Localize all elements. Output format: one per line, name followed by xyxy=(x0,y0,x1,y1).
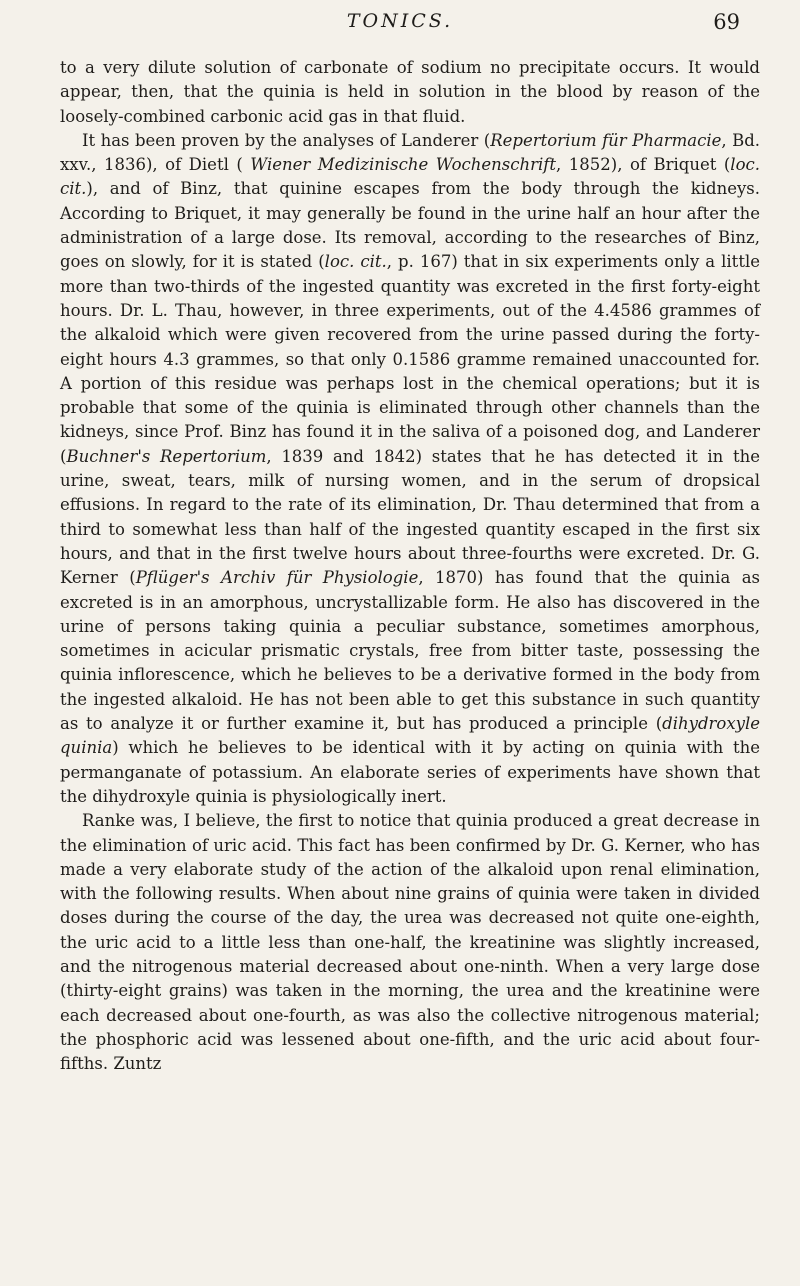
text-run: , 1852), of Briquet ( xyxy=(556,155,731,175)
text-run: , 1870) has found that the quinia as excreted is in an amorphous, uncrystallizable form. He also has discovered in the urine of persons taking quinia a peculiar substance, sometimes amorphous, sometimes in acicular prismatic crystals, free from bitter taste, possessing the quinia inflorescence, which he believes to be a derivative formed in the body from the ingested alkaloid. He has not been able to get this substance in such quantity as to analyze it or further examine it, but has produced a principle ( xyxy=(60,568,761,734)
text-run: , Bd. xxv., 1836), of Dietl ( xyxy=(60,130,761,175)
italic-citation: Wiener Medizinische Wochenschrift xyxy=(250,155,557,175)
text-run: ), and of Binz, that quinine escapes from the body through the kidneys. According to Briquet, it may generally be found in the urine half an hour after the administration of a large dose. Its removal, according to the researches of Binz, goes on slowly, for it is stated ( xyxy=(60,179,760,272)
text-run: Ranke was, I believe, the first to notice that quinia produced a great decrease in the elimination of uric acid. This fact has been confirmed by Dr. G. Kerner, who has made a very elaborate study of the action of the alkaloid upon renal elimination, with the following results. When about nine grains of quinia were taken in divided doses during the course of the day, the urea was decreased not quite one-eighth, the uric acid to a little less than one-half, the kreatinine was slightly increased, and the nitrogenous material decreased about one-ninth. When a very large dose (thirty-eight grains) was taken in the morning, the urea and the kreatinine were each decreased about one-fourth, as was also the collective nitrogenous material; the phosphoric acid was lessened about one-fifth, and the uric acid about four-fifths. Zuntz xyxy=(60,811,760,1074)
italic-citation: Pflüger's Archiv für Physiologie xyxy=(135,568,419,588)
text-run: ) which he believes to be identical with it by acting on quinia with the permanganate of potassium. An elaborate series of experiments have shown that the dihydroxyle quinia is physiologically inert. xyxy=(60,738,760,806)
body-text xyxy=(60,56,760,1076)
paragraph xyxy=(60,129,760,809)
running-head: TONICS. xyxy=(346,10,454,32)
paragraph xyxy=(60,809,760,1076)
paragraph xyxy=(60,56,760,129)
italic-citation: Buchner's Repertorium xyxy=(66,446,267,466)
text-run: It has been proven by the analyses of Landerer ( xyxy=(82,130,491,150)
italic-citation: loc. cit. xyxy=(324,252,387,272)
page-number: 69 xyxy=(713,10,740,34)
text-run: , 1839 and 1842) states that he has detected it in the urine, sweat, tears, milk of nursing women, and in the serum of dropsical effusions. In regard to the rate of its elimination, Dr. Thau determined that from a third to somewhat less than half of the ingested quantity escaped in the first six hours, and that in the first twelve hours about three-fourths were excreted. Dr. G. Kerner ( xyxy=(60,446,760,588)
text-run: , p. 167) that in six experiments only a little more than two-thirds of the ingested quantity was excreted in the first forty-eight hours. Dr. L. Thau, however, in three experiments, out of the 4.4586 grammes of the alkaloid which were given recovered from the urine passed during the forty-eight hours 4.3 grammes, so that only 0.1586 gramme remained unaccounted for. A portion of this residue was perhaps lost in the chemical operations; but it is probable that some of the quinia is eliminated through other channels than the kidneys, since Prof. Binz has found it in the saliva of a poisoned dog, and Landerer ( xyxy=(60,252,760,466)
italic-citation: Repertorium für Pharmacie xyxy=(490,130,722,150)
italic-citation: loc. cit. xyxy=(60,155,760,199)
text-run: to a very dilute solution of carbonate of sodium no precipitate occurs. It would appear, then, that the quinia is held in solution in the blood by reason of the loosely-combined carbonic acid gas in that fluid. xyxy=(60,58,760,126)
page-header xyxy=(60,10,740,40)
italic-citation: dihydroxyle quinia xyxy=(60,714,760,758)
